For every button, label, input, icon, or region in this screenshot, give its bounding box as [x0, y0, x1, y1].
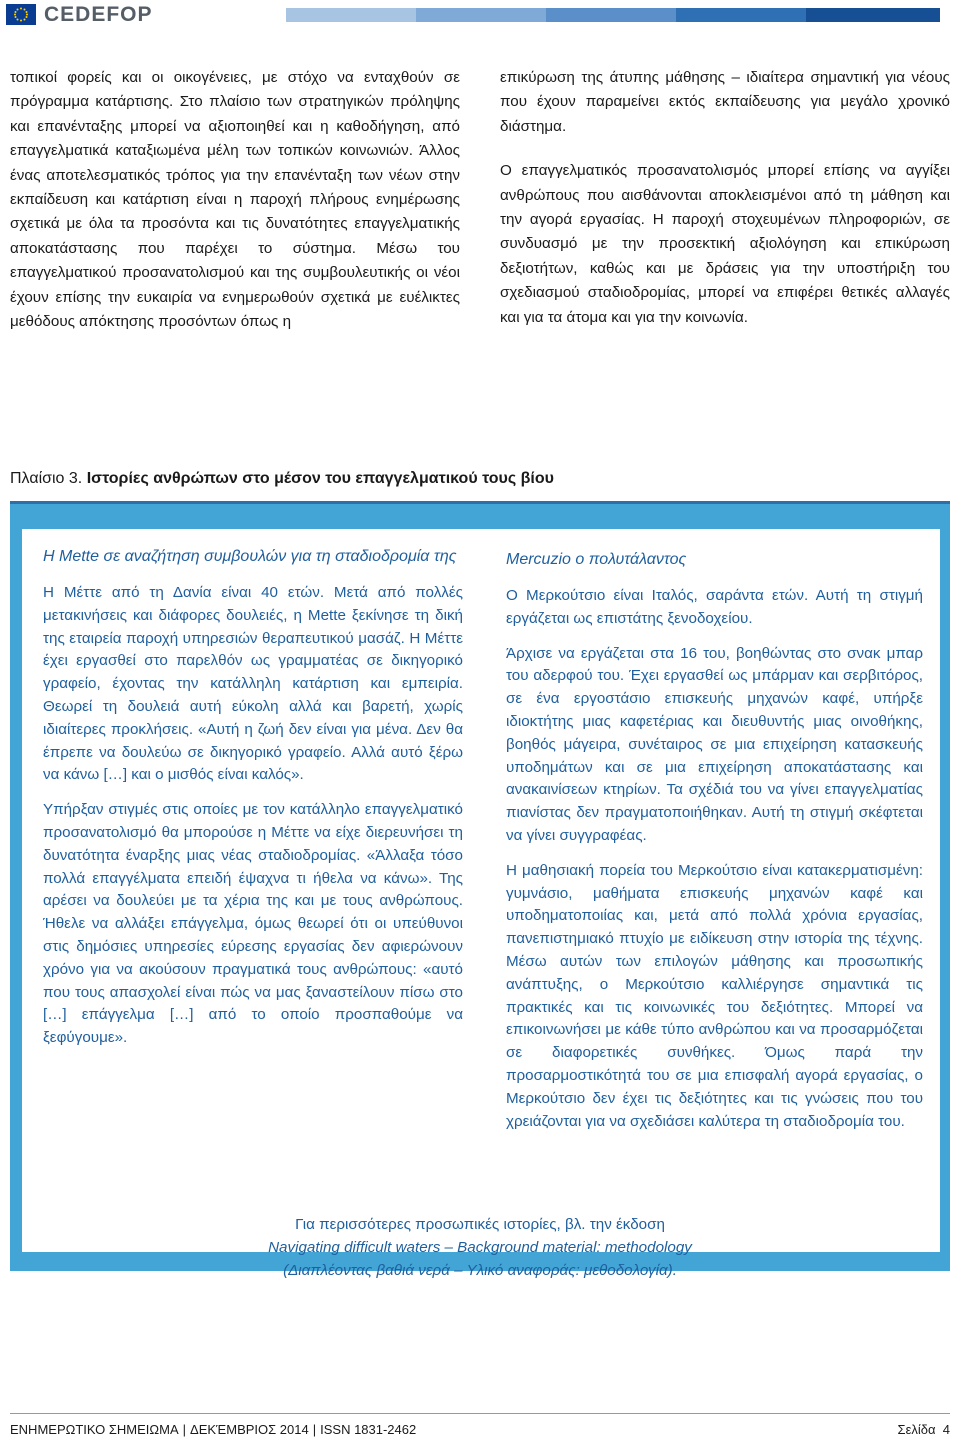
header-bar: [286, 8, 416, 22]
footer-separator: |: [182, 1422, 187, 1437]
story-paragraph: Η μαθησιακή πορεία του Μερκούτσιο είναι κατακερματισμένη: γυμνάσιο, μαθήματα επισκευής μηχανών καφέ και υποδηματοποιίας και, μετά από πολλά χρόνια εργασίας, πανεπιστημιακό πτυχίο με ειδίκευση στην ιστορία της τέχνης. Μέσω αυτών των επιλογών μάθησης και προσωπικής ανάπτυξης, ο Μερκούτσιο καλλιέργησε σημαντικά τις πρακτικές και τις κοινωνικές του δεξιότητες. Μπορεί να επικοινωνήσει με κάθε τύπο ανθρώπου και να προσαρμόζεται σε διαφορετικές συνθήκες. Όμως παρά την προσαρμοστικότητά του σε μια επισφαλή αγορά εργασίας, ο Μερκούτσιο δεν έχει τις δεξιότητες και τις γνώσεις που του χρειάζονται για να σχεδιάσει καλύτερα τη σταδιοδρομία του.: [506, 861, 923, 1130]
note-publication-title[interactable]: Navigating difficult waters – Background material: methodology: [268, 1239, 692, 1256]
story-paragraph: Άρχισε να εργάζεται στα 16 του, βοηθώντας στο σνακ μπαρ του αδερφού του. Έχει εργασθεί ως μπάρμαν και σερβιτόρος, σε ένα εργοστάσιο επισκευής μηχανών καφέ, υπήρξε ιδιοκτήτης μιας καφετέριας και διευθυντής μιας οινοθήκης, βοηθός μάγειρα, συνέταιρος σε μια επιχείρηση κατασκευής υποδημάτων και σε μια επιχείρηση αποκατάστασης και ανακαινίσεων κτηρίων. Τα σχέδιά του να γίνει επαγγελματίας πιανίστας δεν πραγματοποιήθηκαν. Αυτή τη στιγμή σκέφτεται να γίνει συγγραφέας.: [506, 644, 923, 844]
box-caption: [10, 470, 554, 488]
header-bar: [806, 8, 940, 22]
footer-issn: ISSN 1831-2462: [320, 1422, 417, 1437]
footer-page-number: 4: [942, 1422, 950, 1437]
note-line: (Διαπλέοντας βαθιά νερά – Υλικό αναφοράς: μεθοδολογία).: [283, 1262, 677, 1279]
body-left-column: [10, 66, 460, 334]
story-title: Mercuzio ο πολυτάλαντος: [506, 551, 687, 568]
cedefop-logo: CEDEFOP: [44, 3, 153, 26]
footer-series: ΕΝΗΜΕΡΩΤΙΚΟ ΣΗΜΕΙΩΜΑ: [10, 1422, 179, 1437]
footer-page-label: Σελίδα: [897, 1422, 936, 1437]
footer-separator: |: [312, 1422, 317, 1437]
page-header: [0, 0, 960, 30]
footer-divider: [10, 1413, 950, 1414]
body-right-column: [500, 66, 950, 330]
story-paragraph: Ο Μερκούτσιο είναι Ιταλός, σαράντα ετών. Αυτή τη στιγμή εργάζεται ως επιστάτης ξενοδοχείου.: [506, 587, 923, 627]
footer-date: ΔΕΚΈΜΒΡΙΟΣ 2014: [190, 1422, 309, 1437]
box-caption-prefix: Πλαίσιο 3.: [10, 470, 83, 487]
body-paragraph: Ο επαγγελματικός προσανατολισμός μπορεί επίσης να αγγίξει ανθρώπους που αισθάνονται αποκλεισμένοι από τη μάθηση και την αγορά εργασίας. Η παροχή στοχευμένων πληροφοριών, σε συνδυασμό με την προσεκτική αξιολόγηση και επικύρωση δεξιοτήτων, καθώς και με δράσεις για την υποστήριξη του σχεδιασμού σταδιοδρομίας, μπορεί να επιφέρει θετικές αλλαγές και για τα άτομα και για την κοινωνία.: [500, 162, 950, 326]
story-mette: [43, 545, 463, 1050]
story-paragraph: Η Μέττε από τη Δανία είναι 40 ετών. Μετά από πολλές μετακινήσεις και διάφορες δουλειές, η Mette ξεκίνησε τη δική της εταιρεία παροχή υπηρεσιών θεραπευτικού μασάζ. Η Μέττε έχει εργασθεί στο παρελθόν ως γραμματέας σε δικηγορικό γραφείο, έχοντας την κατάλληλη κατάρτιση και εμπειρία. Θεωρεί τη δουλειά αυτή εύκολη αλλά και βαρετή, χωρίς ιδιαίτερες προκλήσεις. «Αυτή η ζωή δεν είναι για μένα. Δεν θα έπρεπε να δουλεύω σε δικηγορικό γραφείο. Αλλά αυτό ξέρω να κάνω […] και ο μισθός είναι καλός».: [43, 584, 463, 784]
header-bar: [416, 8, 546, 22]
box-note: [120, 1213, 840, 1282]
story-mercuzio: [506, 548, 923, 1133]
note-line: Για περισσότερες προσωπικές ιστορίες, βλ. την έκδοση: [295, 1216, 665, 1233]
header-bar: [676, 8, 806, 22]
header-color-bars: [286, 8, 940, 22]
header-bar: [546, 8, 676, 22]
body-paragraph: επικύρωση της άτυπης μάθησης – ιδιαίτερα σημαντική για νέους που έχουν παραμείνει εκτός εκπαίδευσης για μεγάλο χρονικό διάστημα.: [500, 69, 950, 135]
box-caption-title: Ιστορίες ανθρώπων στο μέσον του επαγγελματικού τους βίου: [86, 470, 554, 487]
footer-page: [898, 1422, 950, 1437]
eu-flag-icon: [6, 4, 36, 25]
page-footer: [10, 1422, 950, 1437]
body-paragraph: τοπικοί φορείς και οι οικογένειες, με στόχο να ενταχθούν σε πρόγραμμα κατάρτισης. Στο πλαίσιο των στρατηγικών πρόληψης και επανένταξης μπορεί να αξιοποιηθεί και η καθοδήγηση, από επαγγελματικά καταξιωμένα μέλη των τοπικών κοινωνιών. Άλλος ένας αποτελεσματικός τρόπος για την επανένταξη των νέων στην εκπαίδευση και κατάρτιση είναι η παροχή πλήρους ενημέρωσης σχετικά με όλα τα προσόντα και τις δυνατότητες επαγγελματικής αποκατάστασης που παρέχει το σύστημα. Μέσω του επαγγελματικού προσανατολισμού και της συμβουλευτικής οι νέοι έχουν επίσης την ευκαιρία να ενημερωθούν σχετικά με ευέλικτες μεθόδους απόκτησης προσόντων όπως η: [10, 69, 460, 331]
story-paragraph: Υπήρξαν στιγμές στις οποίες με τον κατάλληλο επαγγελματικό προσανατολισμό θα μπορούσε η Μέττε να είχε διερευνήσει τη δυνατότητα έναρξης μιας νέας σταδιοδρομίας. «Άλλαξα τόσο πολλά επαγγέλματα επειδή έψαχνα τι ήθελα να κάνω». Της αρέσει να δουλεύει με τα χέρια της και με τους ανθρώπους. Ήθελε να αλλάξει επάγγελμα, όμως θεωρεί ότι οι υπεύθυνοι στις δημόσιες υπηρεσίες εύρεσης εργασίας δεν αφιερώνουν χρόνο για να ακούσουν πραγματικά τους ανθρώπους: «αυτό που τους απασχολεί είναι πώς να μας ξαναστείλουν πίσω στο […] επάγγελμα […] από το οποίο προσπαθούμε να ξεφύγουμε».: [43, 801, 463, 1047]
story-title: Η Mette σε αναζήτηση συμβουλών για τη σταδιοδρομία της: [43, 548, 457, 565]
